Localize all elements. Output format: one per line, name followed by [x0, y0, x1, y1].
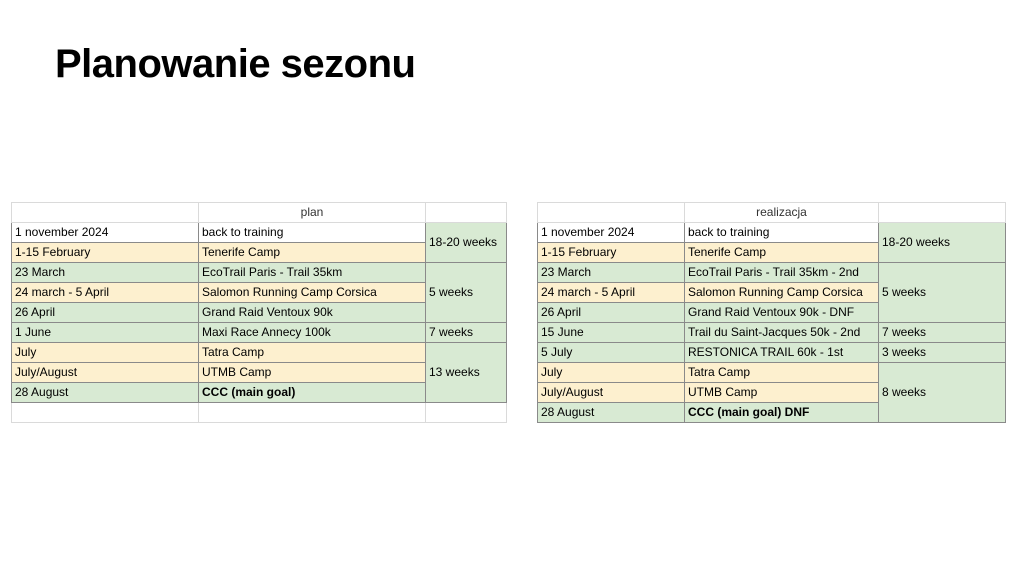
date-cell: 24 march - 5 April: [538, 283, 685, 303]
event-cell: UTMB Camp: [685, 383, 879, 403]
event-cell: back to training: [685, 223, 879, 243]
event-cell: Maxi Race Annecy 100k: [199, 323, 426, 343]
event-cell: EcoTrail Paris - Trail 35km - 2nd: [685, 263, 879, 283]
date-cell: 1 november 2024: [12, 223, 199, 243]
event-cell: CCC (main goal) DNF: [685, 403, 879, 423]
date-cell: 26 April: [538, 303, 685, 323]
event-cell: Tatra Camp: [199, 343, 426, 363]
plan-table: [11, 202, 507, 423]
duration-cell: 7 weeks: [426, 323, 507, 343]
table-row: [538, 363, 1006, 383]
page-title: Planowanie sezonu: [55, 42, 416, 86]
date-cell: 23 March: [538, 263, 685, 283]
date-cell: 1-15 February: [538, 243, 685, 263]
date-cell: 1 november 2024: [538, 223, 685, 243]
date-cell: 1-15 February: [12, 243, 199, 263]
event-cell: EcoTrail Paris - Trail 35km: [199, 263, 426, 283]
plan-header-spacer-left: [12, 203, 199, 223]
duration-cell: 13 weeks: [426, 343, 507, 403]
empty-cell: [12, 403, 199, 423]
empty-cell: [199, 403, 426, 423]
event-cell: Tatra Camp: [685, 363, 879, 383]
plan-header-spacer-right: [426, 203, 507, 223]
event-cell: UTMB Camp: [199, 363, 426, 383]
event-cell: Trail du Saint-Jacques 50k - 2nd: [685, 323, 879, 343]
date-cell: July: [12, 343, 199, 363]
event-cell: Grand Raid Ventoux 90k: [199, 303, 426, 323]
table-row: [538, 223, 1006, 243]
realizacja-table: [537, 202, 1006, 423]
event-cell: back to training: [199, 223, 426, 243]
event-cell: Grand Raid Ventoux 90k - DNF: [685, 303, 879, 323]
table-row: [12, 263, 507, 283]
table-row: [538, 323, 1006, 343]
table-row: [538, 343, 1006, 363]
realizacja-header-row: [538, 203, 1006, 223]
plan-header-row: [12, 203, 507, 223]
date-cell: 26 April: [12, 303, 199, 323]
plan-header: plan: [199, 203, 426, 223]
date-cell: 1 June: [12, 323, 199, 343]
duration-cell: 3 weeks: [879, 343, 1006, 363]
duration-cell: 5 weeks: [879, 263, 1006, 323]
event-cell: Tenerife Camp: [685, 243, 879, 263]
duration-cell: 18-20 weeks: [426, 223, 507, 263]
duration-cell: 5 weeks: [426, 263, 507, 323]
date-cell: 28 August: [12, 383, 199, 403]
date-cell: July/August: [538, 383, 685, 403]
event-cell: Salomon Running Camp Corsica: [199, 283, 426, 303]
event-cell: Salomon Running Camp Corsica: [685, 283, 879, 303]
empty-cell: [426, 403, 507, 423]
empty-row: [12, 403, 507, 423]
date-cell: July: [538, 363, 685, 383]
event-cell: CCC (main goal): [199, 383, 426, 403]
realizacja-header: realizacja: [685, 203, 879, 223]
event-cell: RESTONICA TRAIL 60k - 1st: [685, 343, 879, 363]
table-row: [12, 323, 507, 343]
table-row: [12, 343, 507, 363]
date-cell: 24 march - 5 April: [12, 283, 199, 303]
duration-cell: 7 weeks: [879, 323, 1006, 343]
table-row: [12, 223, 507, 243]
date-cell: 5 July: [538, 343, 685, 363]
table-row: [538, 263, 1006, 283]
date-cell: July/August: [12, 363, 199, 383]
event-cell: Tenerife Camp: [199, 243, 426, 263]
realizacja-header-spacer-right: [879, 203, 1006, 223]
duration-cell: 18-20 weeks: [879, 223, 1006, 263]
date-cell: 15 June: [538, 323, 685, 343]
date-cell: 28 August: [538, 403, 685, 423]
duration-cell: 8 weeks: [879, 363, 1006, 423]
realizacja-header-spacer-left: [538, 203, 685, 223]
date-cell: 23 March: [12, 263, 199, 283]
